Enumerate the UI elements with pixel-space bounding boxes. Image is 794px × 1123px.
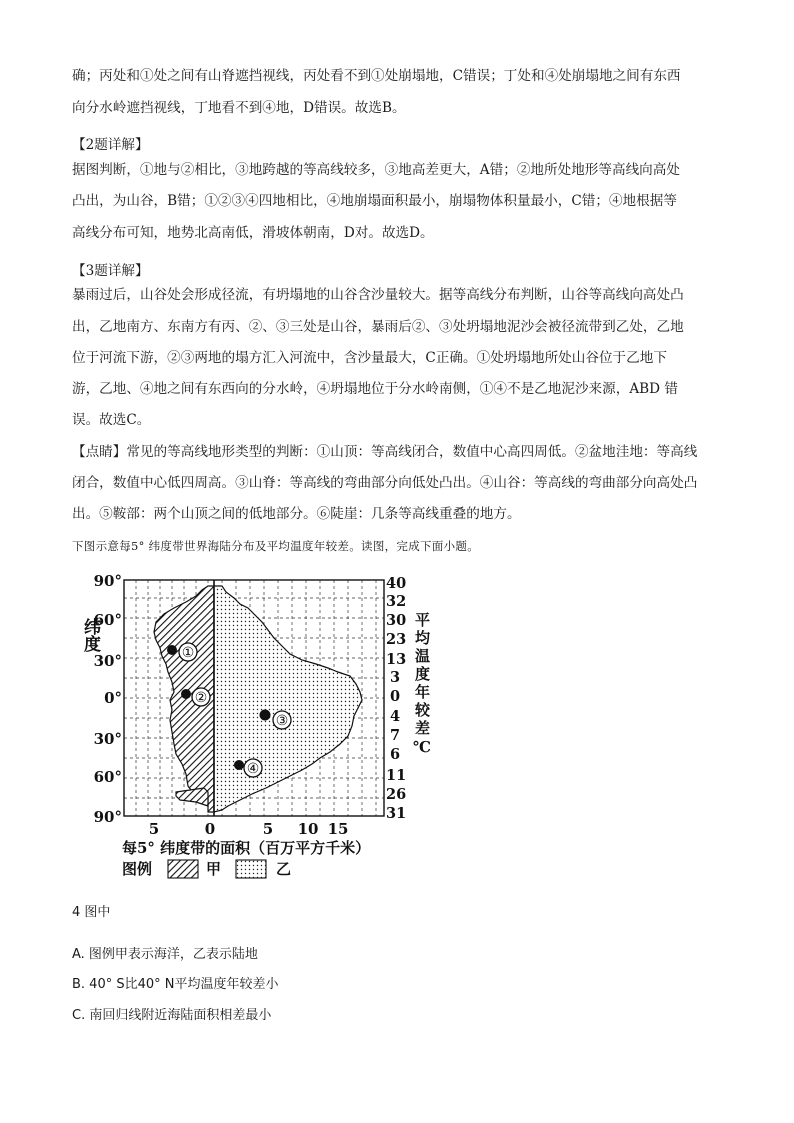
lat-tick: 0° <box>104 689 122 707</box>
legend-item-jia: 甲 <box>206 860 222 878</box>
text-line: 游，乙地、④地之间有东西向的分水岭，④坍塌地位于分水岭南侧，①④不是乙地泥沙来源，ABD 错 <box>72 381 678 397</box>
marker-label: ① <box>181 645 195 661</box>
option-c: C. 南回归线附近海陆面积相差最小 <box>72 1008 272 1023</box>
text-line: 出，乙地南方、东南方有丙、②、③三处是山谷，暴雨后②、③处坍塌地泥沙会被径流带到乙处，乙地 <box>72 319 684 335</box>
temp-range-values <box>386 575 406 822</box>
latitude-ticks <box>94 572 122 826</box>
x-tick: 0 <box>204 820 216 838</box>
x-ticks <box>149 820 349 838</box>
temp-value: 26 <box>386 786 407 803</box>
marker-label: ③ <box>275 713 289 729</box>
temp-value: 13 <box>386 651 407 668</box>
text-line: 高线分布可知，地势北高南低，滑坡体朝南，D对。故选D。 <box>72 225 434 241</box>
temp-value: 23 <box>386 631 407 648</box>
temp-value: 7 <box>390 727 401 744</box>
temp-value: 0 <box>390 688 401 705</box>
text-line: 出。⑤鞍部：两个山顶之间的低地部分。⑥陡崖：几条等高线重叠的地方。 <box>72 506 521 522</box>
section-heading: 【2题详解】 <box>72 137 149 153</box>
x-tick: 15 <box>327 820 349 838</box>
text-line: 暴雨过后，山谷处会形成径流，有坍塌地的山谷含沙量较大。据等高线分布判断，山谷等高线向高处凸 <box>72 287 684 303</box>
marker-dot <box>234 760 244 770</box>
temp-value: 6 <box>390 746 401 763</box>
text-line: 闭合，数值中心低四周高。③山脊：等高线的弯曲部分向低处凸出。④山谷：等高线的弯曲部分向高处凸 <box>72 475 698 491</box>
text-line: 【点睛】常见的等高线地形类型的判断：①山顶：等高线闭合，数值中心高四周低。②盆地洼地：等高线 <box>72 444 698 460</box>
text-line: 凸出，为山谷，B错；①②③④四地相比，④地崩塌面积最小，崩塌物体积量最小，C错；④地根据等 <box>72 193 677 209</box>
temp-value: 31 <box>386 805 407 822</box>
area-jia-south <box>176 788 208 806</box>
x-tick: 5 <box>262 820 274 838</box>
lat-tick: 90° <box>93 572 122 590</box>
text-line: 向分水岭遮挡视线，丁地看不到④地，D错误。故选B。 <box>72 100 406 116</box>
temp-value: 11 <box>386 767 407 784</box>
text-line: 据图判断，①地与②相比，③地跨越的等高线较多，③地高差更大，A错；②地所处地形等高线向高处 <box>72 162 680 178</box>
temp-value: 30 <box>386 612 407 629</box>
temp-value: 3 <box>390 669 401 686</box>
land-sea-figure <box>76 568 431 888</box>
marker-dot <box>167 645 177 655</box>
option-a: A. 图例甲表示海洋，乙表示陆地 <box>72 947 258 962</box>
lat-tick: 60° <box>93 768 122 786</box>
legend-swatch-yi <box>236 860 266 878</box>
x-axis-title: 每5° 纬度带的面积（百万平方千米） <box>122 839 371 857</box>
text-line: 误。故选C。 <box>72 412 151 428</box>
lat-tick: 30° <box>93 730 122 748</box>
x-tick: 5 <box>148 820 160 838</box>
marker-dot <box>181 689 191 699</box>
marker-dot <box>260 710 271 721</box>
legend-label: 图例 <box>122 860 153 878</box>
legend-swatch-jia <box>168 860 198 878</box>
x-tick: 10 <box>297 820 319 838</box>
marker-label: ④ <box>246 761 260 777</box>
latitude-axis-title: 纬度 <box>80 618 100 652</box>
figure-caption: 下图示意每5° 纬度带世界海陆分布及平均温度年较差。读图，完成下面小题。 <box>72 539 480 553</box>
temp-axis-title: 平均温度年较差℃ <box>413 612 431 759</box>
temp-value: 4 <box>390 708 401 725</box>
lat-tick: 60° <box>93 611 122 629</box>
temp-value: 40 <box>386 575 407 592</box>
lat-tick: 30° <box>93 652 122 670</box>
marker-label: ② <box>194 690 208 706</box>
option-b: B. 40° S比40° N平均温度年较差小 <box>72 977 279 992</box>
section-heading: 【3题详解】 <box>72 263 149 279</box>
temp-value: 32 <box>386 593 407 610</box>
legend-item-yi: 乙 <box>276 860 292 878</box>
text-line: 确；丙处和①处之间有山脊遮挡视线，丙处看不到①处崩塌地，C错误；丁处和④处崩塌地之间有东西 <box>72 68 681 84</box>
lat-tick: 90° <box>93 808 122 826</box>
text-line: 位于河流下游，②③两地的塌方汇入河流中，含沙量最大，C正确。①处坍塌地所处山谷位于乙地下 <box>72 350 667 366</box>
question-stem: 4 图中 <box>72 905 111 920</box>
